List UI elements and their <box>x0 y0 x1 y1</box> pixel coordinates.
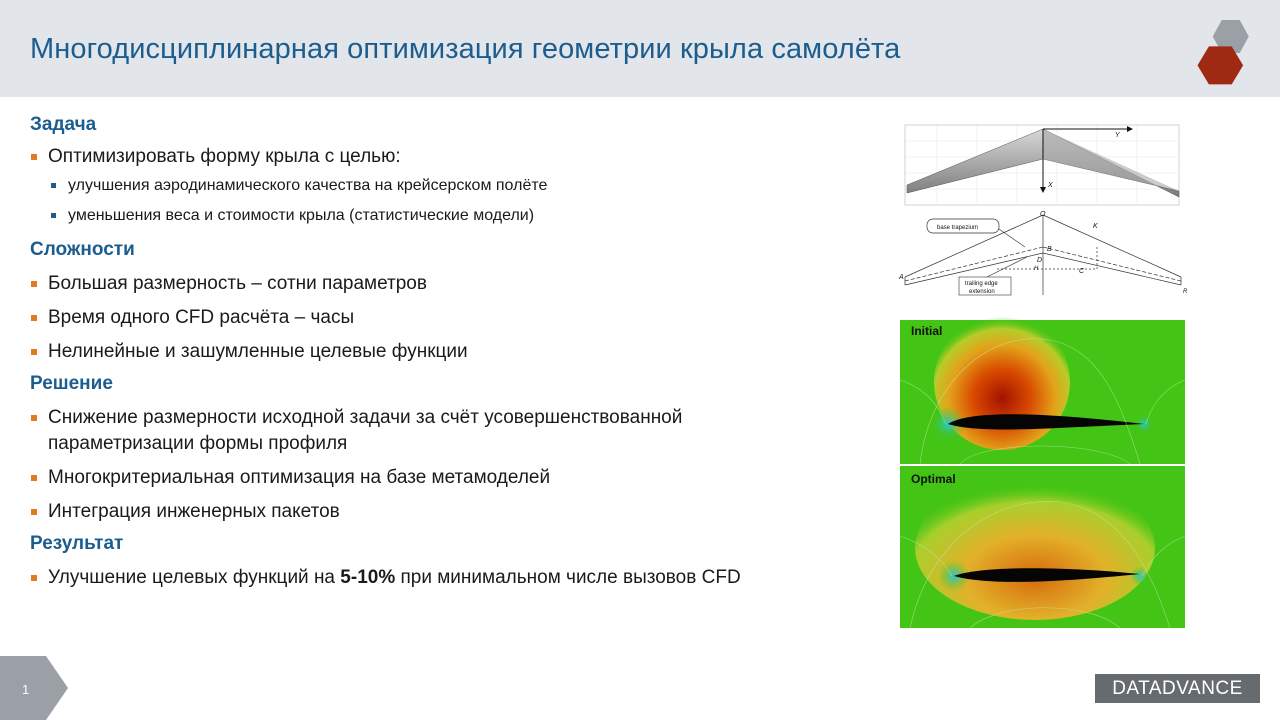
label-h: H <box>1034 266 1039 272</box>
label-o: O <box>1040 211 1046 218</box>
bullet-item: Многокритериальная оптимизация на базе метамоделей <box>30 465 870 491</box>
label-base-trapezium: base trapezium <box>937 225 979 231</box>
label-r: R <box>1183 289 1188 295</box>
bullet-item: Время одного CFD расчёта – часы <box>30 305 870 331</box>
bullet-continuation: параметризации формы профиля <box>48 433 348 454</box>
section-heading-result: Результат <box>30 533 124 554</box>
header-bar <box>0 0 1280 97</box>
label-trailing-edge: trailing edge <box>965 281 998 287</box>
sub-bullet-item: улучшения аэродинамического качества на крейсерском полёте <box>30 175 870 197</box>
result-text-pre: Улучшение целевых функций на <box>48 567 341 588</box>
bullet-item-result <box>30 565 870 591</box>
label-k: K <box>1093 223 1098 230</box>
bullet-item: Интеграция инженерных пакетов <box>30 499 870 525</box>
bullet-item: Оптимизировать форму крыла с целью: <box>30 144 870 170</box>
axis-label-y: Y <box>1115 132 1120 139</box>
result-text-post: при минимальном числе вызовов CFD <box>395 567 741 588</box>
cfd-label-initial: Initial <box>911 324 943 338</box>
label-c: C <box>1079 268 1085 275</box>
hexagon-decoration-icon <box>1190 14 1280 94</box>
label-d: D <box>1037 257 1043 264</box>
slide-title: Многодисциплинарная оптимизация геометрии крыла самолёта <box>30 33 901 65</box>
page-number-badge <box>0 656 70 720</box>
axis-label-x: X <box>1048 182 1053 189</box>
cfd-field-optimal <box>900 466 1185 628</box>
bullet-item: Нелинейные и зашумленные целевые функции <box>30 339 870 365</box>
label-a: A <box>899 274 904 281</box>
bullet-item: Снижение размерности исходной задачи за счёт усовершенствованной <box>30 405 870 431</box>
sub-bullet-item: уменьшения веса и стоимости крыла (статистические модели) <box>30 205 870 227</box>
wing-geometry-figure <box>897 117 1188 295</box>
page-number: 1 <box>22 682 30 697</box>
cfd-label-optimal: Optimal <box>911 472 956 486</box>
label-b: B <box>1047 246 1052 253</box>
section-heading-difficulties: Сложности <box>30 239 135 260</box>
cfd-field-initial <box>900 320 1185 464</box>
result-highlight: 5-10% <box>340 567 396 588</box>
datadvance-logo: DATADVANCE <box>1095 674 1260 703</box>
label-extension: extension <box>969 289 995 295</box>
bullet-item: Большая размерность – сотни параметров <box>30 271 870 297</box>
section-heading-task: Задача <box>30 114 97 135</box>
section-heading-solution: Решение <box>30 373 113 394</box>
content-area <box>30 112 870 591</box>
